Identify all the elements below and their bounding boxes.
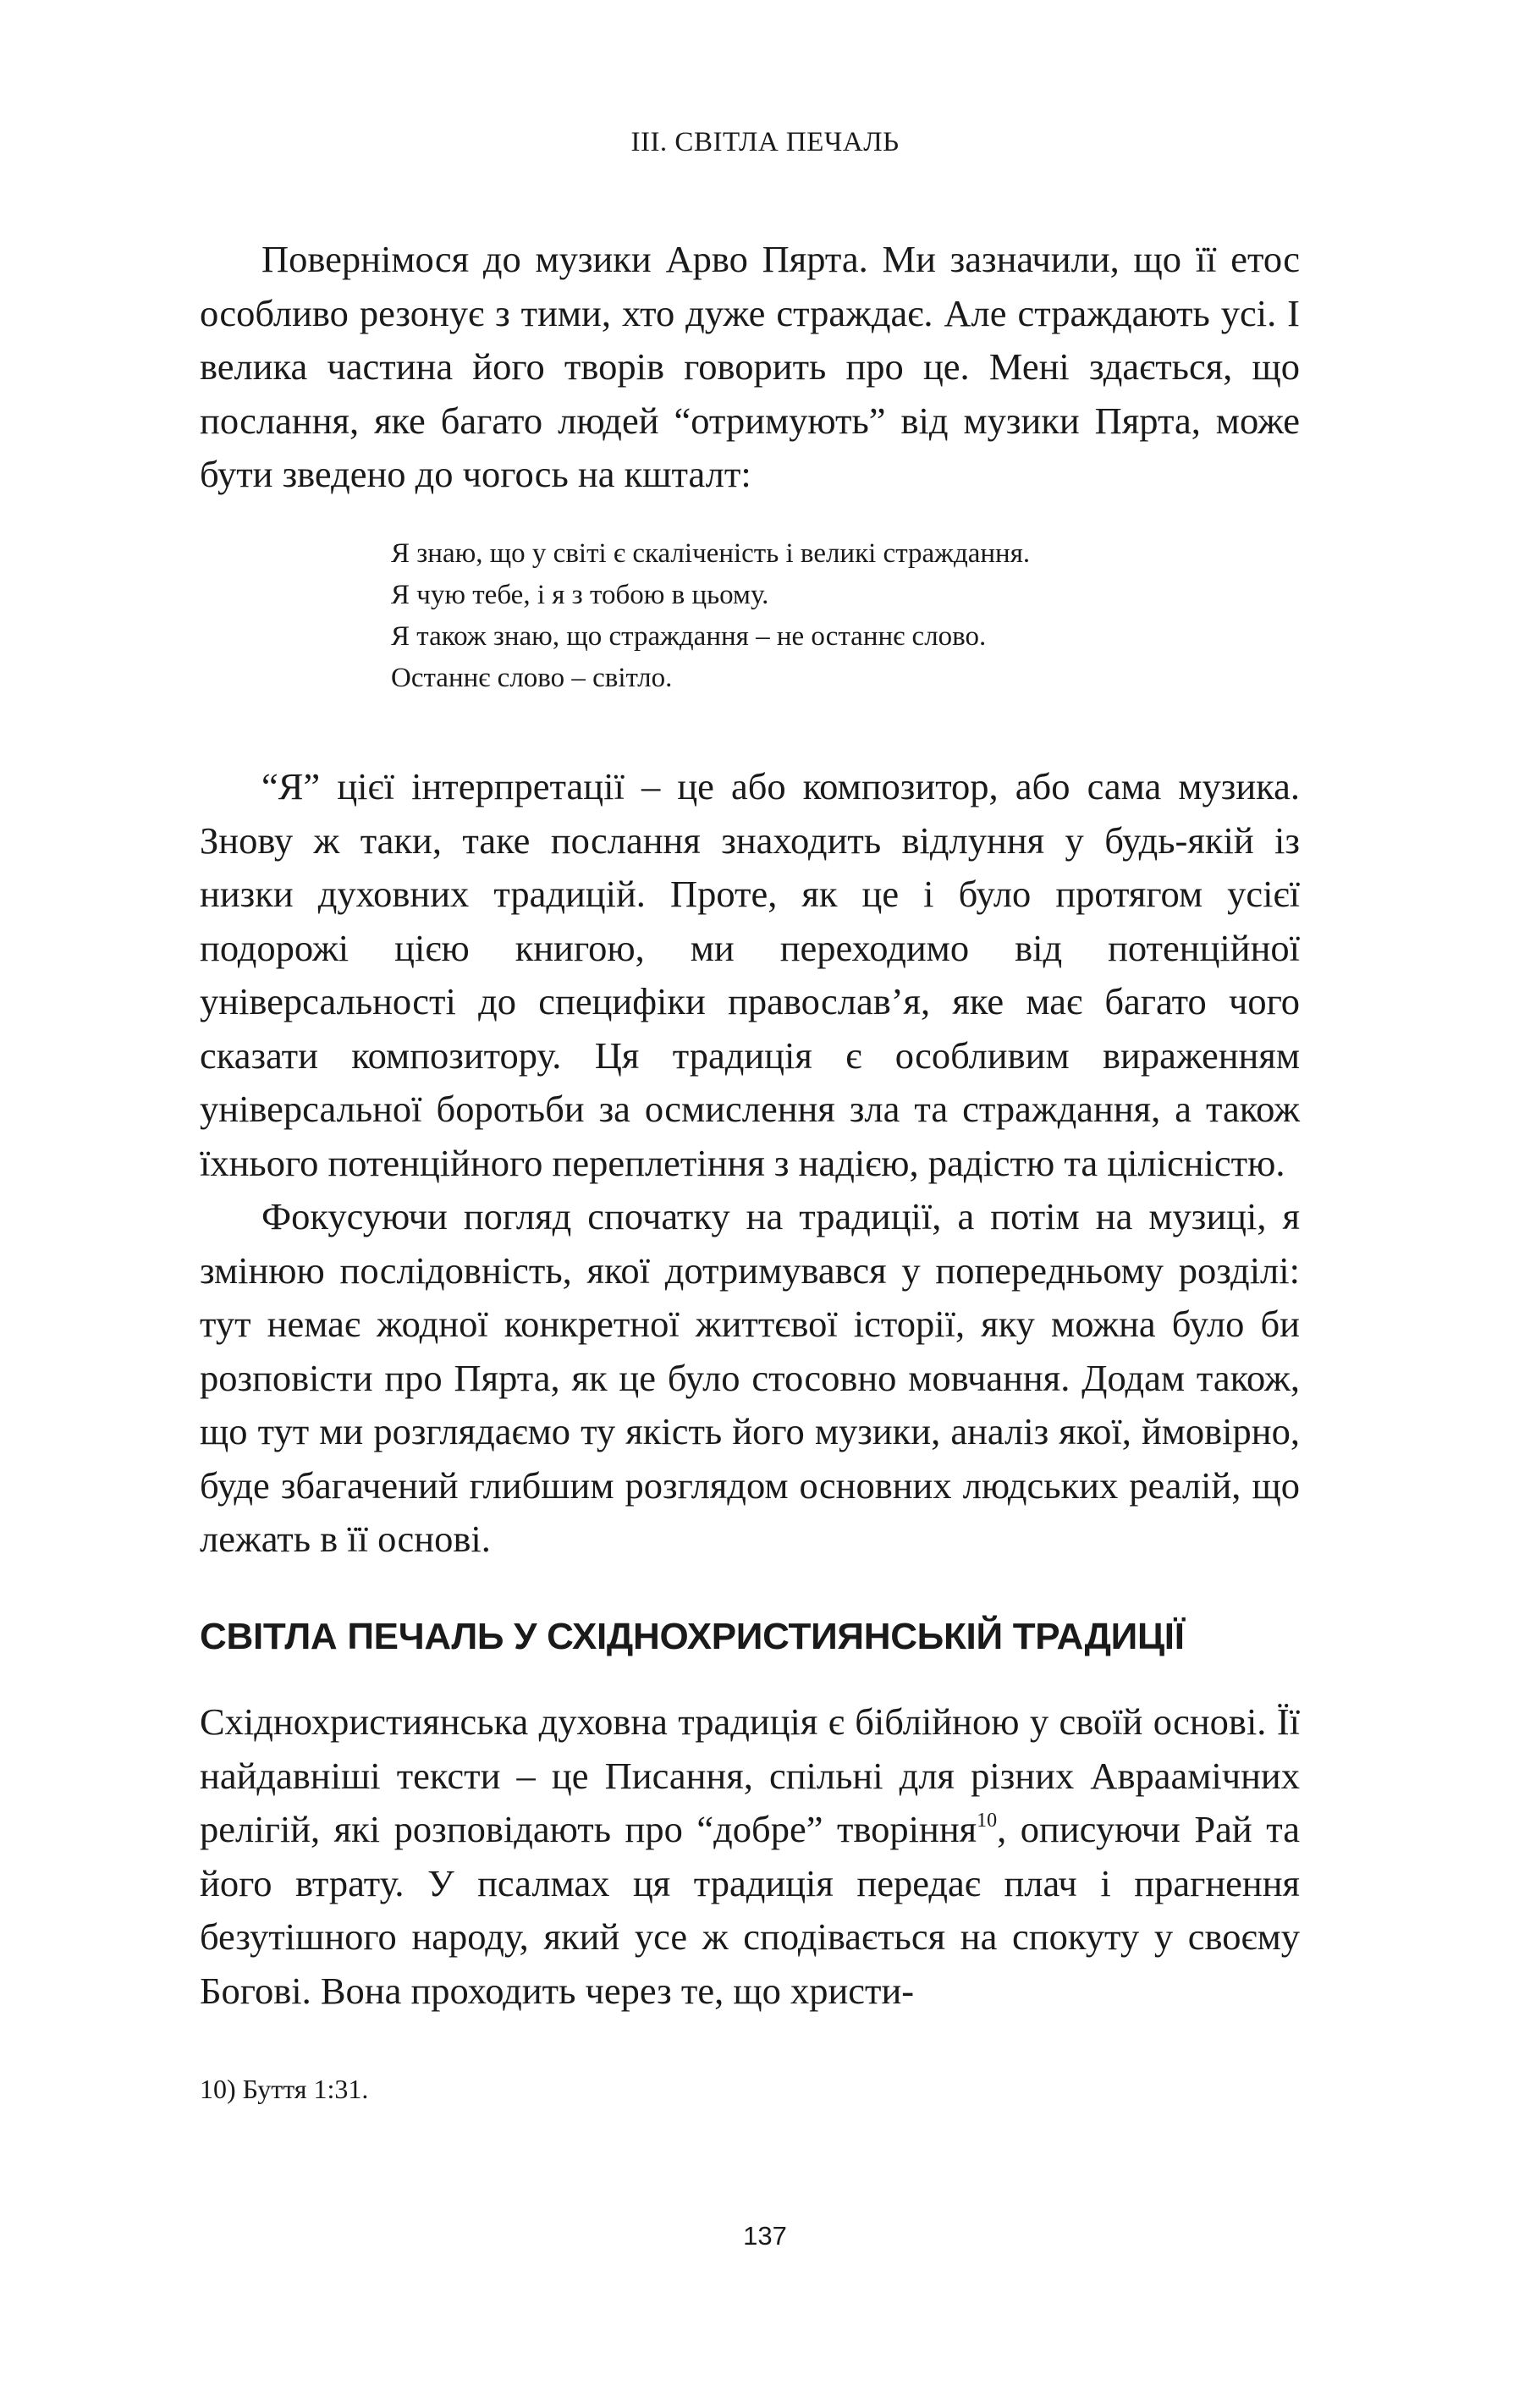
paragraph-4 xyxy=(200,1695,1300,2018)
block-quote xyxy=(391,533,1322,699)
quote-line-1: Я знаю, що у світі є скаліченість і великі страждання. xyxy=(391,538,1031,569)
body-block-3 xyxy=(200,1695,1300,2018)
quote-line-3: Я також знаю, що страждання – не останнє слово. xyxy=(391,621,987,652)
quote-line-2: Я чую тебе, і я з тобою в цьому. xyxy=(391,580,769,610)
page-number: 137 xyxy=(743,2221,787,2251)
section-heading: СВІТЛА ПЕЧАЛЬ У СХІДНОХРИСТИЯНСЬКІЙ ТРАДИЦІЇ xyxy=(200,1616,1185,1657)
paragraph-4-text-b: , описуючи Рай та його втрату. У псалмах ця традиція передає плач і прагнення безутішного народу, який усе ж сподівається на спокуту у своєму Богові. Вона проходить через те, що христи- xyxy=(200,1808,1300,2012)
quote-line-4: Останнє слово – світло. xyxy=(391,663,673,693)
footnote-reference: 10 xyxy=(977,1810,998,1832)
body-block-2 xyxy=(200,760,1300,1567)
running-head: III. СВІТЛА ПЕЧАЛЬ xyxy=(630,127,900,157)
paragraph-1: Повернімося до музики Арво Пярта. Ми зазначили, що її етос особливо резонує з тими, хто дуже страждає. Але страждають усі. І велика частина його творів говорить про це. Мені здається, що послання, яке багато людей “отримують” від музики Пярта, може бути зведено до чогось на кшталт: xyxy=(200,238,1300,495)
paragraph-2: “Я” цієї інтерпретації – це або композитор, або сама музика. Знову ж таки, таке послання знаходить відлуння у будь-якій із низки духовних традицій. Проте, як це і було протягом усієї подорожі цією книгою, ми переходимо від потенційної універсальності до специфіки православ’я, яке має багато чого сказати композитору. Ця традиція є особливим вираженням універсальної боротьби за осмислення зла та страждання, а також їхнього потенційного переплетіння з надією, радістю та цілісністю. xyxy=(200,765,1300,1184)
body-block-1 xyxy=(200,233,1300,502)
paragraph-3: Фокусуючи погляд спочатку на традиції, а потім на музиці, я змінюю послідовність, якої дотримувався у попередньому розділі: тут немає жодної конкретної життєвої історії, яку можна було би розповісти про Пярта, як це було стосовно мовчання. Додам також, що тут ми розглядаємо ту якість його музики, аналіз якої, ймовірно, буде збагачений глибшим розглядом основних людських реалій, що лежать в її основі. xyxy=(200,1195,1300,1560)
footnote: 10) Буття 1:31. xyxy=(200,2074,369,2104)
paragraph-4-text-a: Східнохристиянська духовна традиція є біблійною у своїй основі. Її найдавніші тексти – це Писання, спільні для різних Авраамічних релігій, які розповідають про “добре” творіння xyxy=(200,1700,1300,1850)
